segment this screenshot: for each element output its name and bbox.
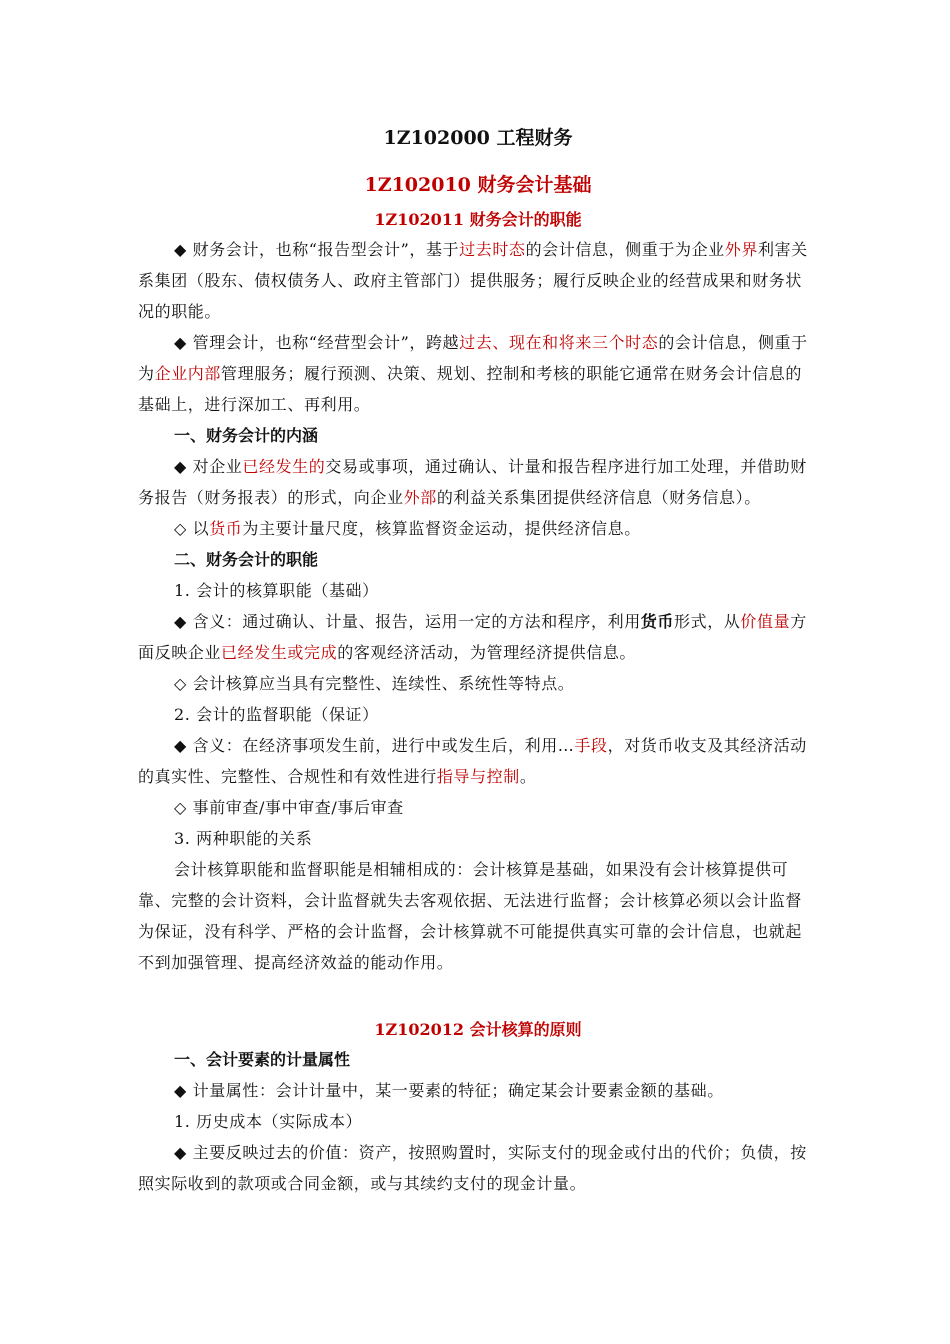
paragraph-accounting-meaning: ◆ 含义：通过确认、计量、报告，运用一定的方法和程序，利用货币形式，从价值量方面反映企业已经发生或完成的客观经济活动，为管理经济提供信息。 [138, 612, 807, 662]
paragraph-currency-measure: ◇ 以货币为主要计量尺度，核算监督资金运动，提供经济信息。 [174, 519, 641, 538]
document-body [138, 120, 818, 1199]
paragraph-financial-accounting: ◆ 财务会计，也称“报告型会计”，基于过去时态的会计信息，侧重于为企业外界利害关系集团（股东、债权债务人、政府主管部门）提供服务；履行反映企业的经营成果和财务状况的职能。 [138, 240, 808, 321]
paragraph-accounting-features: ◇ 会计核算应当具有完整性、连续性、系统性等特点。 [174, 674, 575, 693]
subheading-functions: 二、财务会计的职能 [174, 550, 319, 569]
paragraph-relationship: 会计核算职能和监督职能是相辅相成的：会计核算是基础，如果没有会计核算提供可靠、完整的会计资料，会计监督就失去客观依据、无法进行监督；会计核算必须以会计监督为保证，没有科学、严格的会计监督，会计核算就不可能提供真实可靠的会计信息，也就起不到加强管理、提高经济效益的能动作用。 [138, 860, 803, 972]
list-item-relationship: 3. 两种职能的关系 [174, 829, 313, 848]
subheading-connotation: 一、财务会计的内涵 [174, 426, 319, 445]
paragraph-supervision-meaning: ◆ 含义：在经济事项发生前，进行中或发生后，利用…手段，对货币收支及其经济活动的真实性、完整性、合规性和有效性进行指导与控制。 [138, 736, 807, 786]
paragraph-connotation: ◆ 对企业已经发生的交易或事项，通过确认、计量和报告程序进行加工处理，并借助财务报告（财务报表）的形式，向企业外部的利益关系集团提供经济信息（财务信息）。 [138, 457, 807, 507]
subheading-measurement-attributes: 一、会计要素的计量属性 [174, 1050, 351, 1069]
paragraph-management-accounting: ◆ 管理会计，也称“经营型会计”，跨越过去、现在和将来三个时态的会计信息，侧重于为企业内部管理服务；履行预测、决策、规划、控制和考核的职能它通常在财务会计信息的基础上，进行深加工、再利用。 [138, 333, 808, 414]
paragraph-measurement-attribute: ◆ 计量属性：会计计量中，某一要素的特征；确定某会计要素金额的基础。 [174, 1081, 724, 1100]
list-item-historical-cost: 1. 历史成本（实际成本） [174, 1112, 363, 1131]
section-heading-principles: 1Z102012 会计核算的原则 [374, 1020, 582, 1039]
paragraph-historical-cost: ◆ 主要反映过去的价值：资产，按照购置时，实际支付的现金或付出的代价；负债，按照实际收到的款项或合同金额，或与其续约支付的现金计量。 [138, 1143, 807, 1193]
paragraph-review-stages: ◇ 事前审查/事中审查/事后审查 [174, 798, 404, 817]
list-item-supervision-function: 2. 会计的监督职能（保证） [174, 705, 379, 724]
document-title: 1Z102000 工程财务 [383, 127, 573, 149]
list-item-accounting-function: 1. 会计的核算职能（基础） [174, 581, 379, 600]
section-heading: 1Z102011 财务会计的职能 [374, 210, 582, 229]
chapter-heading: 1Z102010 财务会计基础 [364, 174, 592, 196]
